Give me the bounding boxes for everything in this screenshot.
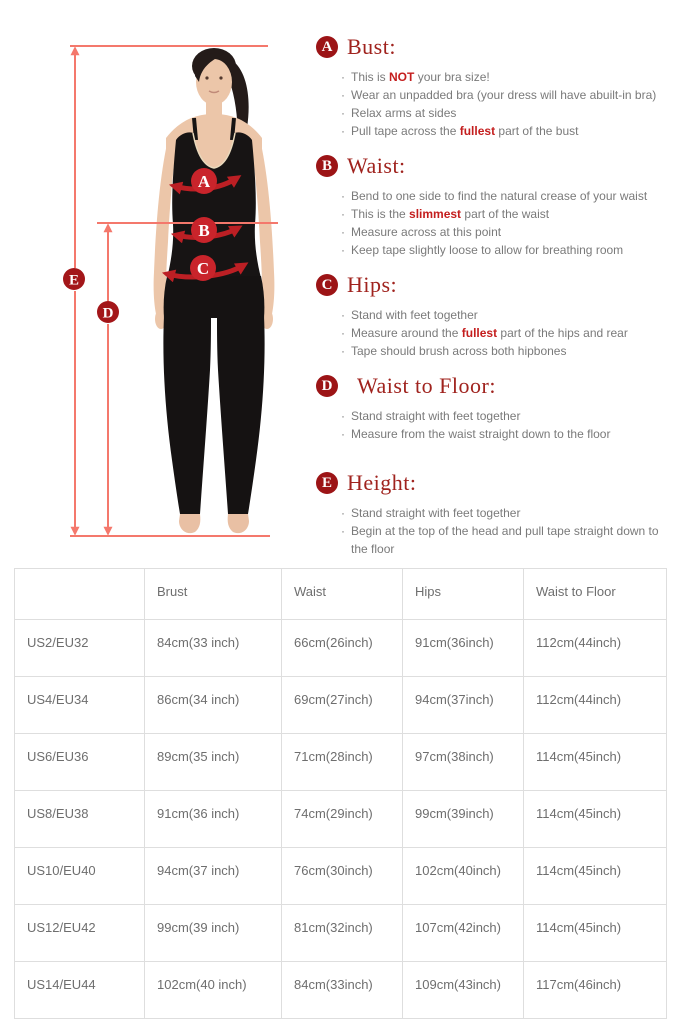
instruction-bullet xyxy=(341,504,674,522)
section-header xyxy=(316,272,674,298)
bullet-text: Stand with feet together xyxy=(351,308,478,322)
column-header-2: Waist xyxy=(282,569,403,620)
measurement-cell: 66cm(26inch) xyxy=(282,620,403,677)
measurement-cell: 102cm(40inch) xyxy=(403,848,524,905)
section-title: Waist: xyxy=(347,153,406,178)
size-label-cell: US10/EU40 xyxy=(15,848,145,905)
instruction-bullet xyxy=(341,425,674,443)
instruction-bullet xyxy=(341,187,674,205)
size-label-cell: US12/EU42 xyxy=(15,905,145,962)
instruction-bullet xyxy=(341,86,674,104)
size-label-cell: US2/EU32 xyxy=(15,620,145,677)
instruction-bullet xyxy=(341,205,674,223)
bullet-dot: · xyxy=(341,409,345,423)
section-header xyxy=(316,153,674,179)
left-foot xyxy=(179,514,200,533)
bullet-dot: · xyxy=(341,124,345,138)
bullet-dot: · xyxy=(341,106,345,120)
model-illustration xyxy=(154,48,275,533)
size-table-head xyxy=(15,569,667,620)
measurement-cell: 109cm(43inch) xyxy=(403,962,524,1019)
measurement-cell: 84cm(33 inch) xyxy=(145,620,282,677)
instruction-bullet xyxy=(341,241,674,259)
bullet-dot: · xyxy=(341,189,345,203)
column-header-3: Hips xyxy=(403,569,524,620)
right-foot xyxy=(228,514,249,533)
measurement-cell: 114cm(45inch) xyxy=(524,848,667,905)
measurement-cell: 86cm(34 inch) xyxy=(145,677,282,734)
right-leg xyxy=(217,316,265,514)
bullet-text: This is the slimmest part of the waist xyxy=(351,207,550,221)
instruction-bullet xyxy=(341,104,674,122)
instruction-section-b xyxy=(316,153,674,259)
measurement-cell: 114cm(45inch) xyxy=(524,905,667,962)
bullet-text: Relax arms at sides xyxy=(351,106,457,120)
hips xyxy=(164,276,265,318)
size-label-cell: US8/EU38 xyxy=(15,791,145,848)
column-header-0 xyxy=(15,569,145,620)
instruction-bullet xyxy=(341,407,674,425)
bullet-dot: · xyxy=(341,308,345,322)
measurement-cell: 69cm(27inch) xyxy=(282,677,403,734)
section-letter-badge: D xyxy=(316,375,338,397)
section-bullets xyxy=(341,187,674,259)
measurement-cell: 97cm(38inch) xyxy=(403,734,524,791)
bullet-dot: · xyxy=(341,225,345,239)
bullet-text: Measure from the waist straight down to the floor xyxy=(351,427,611,441)
instruction-section-a xyxy=(316,34,674,140)
section-letter-badge: B xyxy=(316,155,338,177)
measurement-cell: 102cm(40 inch) xyxy=(145,962,282,1019)
measurement-cell: 114cm(45inch) xyxy=(524,734,667,791)
instruction-bullet xyxy=(341,306,674,324)
measurement-cell: 71cm(28inch) xyxy=(282,734,403,791)
figure-svg xyxy=(30,28,330,558)
table-row xyxy=(15,962,667,1019)
section-header xyxy=(316,373,674,399)
section-title: Hips: xyxy=(347,272,398,297)
bullet-text: Measure around the fullest part of the hips and rear xyxy=(351,326,628,340)
section-title: Waist to Floor: xyxy=(357,373,496,398)
marker-b-letter: B xyxy=(198,221,210,241)
measurement-cell: 107cm(42inch) xyxy=(403,905,524,962)
bullet-text: Tape should brush across both hipbones xyxy=(351,344,567,358)
instruction-bullet xyxy=(341,522,674,558)
measurement-cell: 91cm(36 inch) xyxy=(145,791,282,848)
measurement-cell: 89cm(35 inch) xyxy=(145,734,282,791)
section-bullets xyxy=(341,68,674,140)
marker-c-letter: C xyxy=(196,259,210,279)
measurement-cell: 76cm(30inch) xyxy=(282,848,403,905)
section-bullets xyxy=(341,407,674,443)
section-header xyxy=(316,34,674,60)
bullet-text: Wear an unpadded bra (your dress will have abuilt-in bra) xyxy=(351,88,657,102)
bullet-text: Pull tape across the fullest part of the bust xyxy=(351,124,579,138)
emphasis-text: slimmest xyxy=(409,207,462,221)
column-header-1: Brust xyxy=(145,569,282,620)
measure-instructions xyxy=(316,34,674,571)
section-letter-badge: E xyxy=(316,472,338,494)
bullet-dot: · xyxy=(341,243,345,257)
column-header-4: Waist to Floor xyxy=(524,569,667,620)
section-title: Bust: xyxy=(347,34,396,59)
bullet-dot: · xyxy=(341,524,345,538)
size-label-cell: US14/EU44 xyxy=(15,962,145,1019)
size-table-body xyxy=(15,620,667,1019)
instruction-section-e xyxy=(316,470,674,558)
measurement-cell: 84cm(33inch) xyxy=(282,962,403,1019)
measurement-cell: 81cm(32inch) xyxy=(282,905,403,962)
size-label-cell: US4/EU34 xyxy=(15,677,145,734)
right-eye xyxy=(219,76,222,79)
measurement-figure xyxy=(30,28,330,558)
bullet-dot: · xyxy=(341,506,345,520)
measurement-cell: 99cm(39 inch) xyxy=(145,905,282,962)
measurement-cell: 94cm(37 inch) xyxy=(145,848,282,905)
bullet-dot: · xyxy=(341,344,345,358)
bullet-text: Bend to one side to find the natural crease of your waist xyxy=(351,189,648,203)
measurement-cell: 117cm(46inch) xyxy=(524,962,667,1019)
measurement-cell: 112cm(44inch) xyxy=(524,677,667,734)
left-leg xyxy=(163,316,211,514)
emphasis-text: NOT xyxy=(389,70,415,84)
section-bullets xyxy=(341,504,674,558)
bullet-dot: · xyxy=(341,88,345,102)
measurement-cell: 74cm(29inch) xyxy=(282,791,403,848)
marker-d-letter: D xyxy=(102,305,114,322)
measurement-cell: 91cm(36inch) xyxy=(403,620,524,677)
emphasis-text: fullest xyxy=(461,326,498,340)
instruction-bullet xyxy=(341,122,674,140)
bullet-dot: · xyxy=(341,326,345,340)
emphasis-text: fullest xyxy=(459,124,496,138)
section-title: Height: xyxy=(347,470,417,495)
bullet-text: Stand straight with feet together xyxy=(351,409,521,423)
section-letter-badge: A xyxy=(316,36,338,58)
measurement-cell: 99cm(39inch) xyxy=(403,791,524,848)
instruction-bullet xyxy=(341,324,674,342)
bullet-text: Measure across at this point xyxy=(351,225,502,239)
table-row xyxy=(15,677,667,734)
instruction-section-d xyxy=(316,373,674,443)
instruction-bullet xyxy=(341,342,674,360)
instruction-bullet xyxy=(341,68,674,86)
table-row xyxy=(15,905,667,962)
measurement-cell: 114cm(45inch) xyxy=(524,791,667,848)
bullet-text: Begin at the top of the head and pull tape straight down to the floor xyxy=(351,524,659,556)
left-eye xyxy=(205,76,208,79)
marker-e-letter: E xyxy=(68,272,80,289)
size-label-cell: US6/EU36 xyxy=(15,734,145,791)
table-row xyxy=(15,848,667,905)
section-bullets xyxy=(341,306,674,360)
section-letter-badge: C xyxy=(316,274,338,296)
bullet-dot: · xyxy=(341,427,345,441)
measurement-cell: 94cm(37inch) xyxy=(403,677,524,734)
measurement-cell: 112cm(44inch) xyxy=(524,620,667,677)
table-row xyxy=(15,791,667,848)
bullet-dot: · xyxy=(341,70,345,84)
table-header-row xyxy=(15,569,667,620)
instruction-section-c xyxy=(316,272,674,360)
section-header xyxy=(316,470,674,496)
bullet-text: This is NOT your bra size! xyxy=(351,70,490,84)
table-row xyxy=(15,620,667,677)
marker-a-letter: A xyxy=(197,172,211,192)
bullet-dot: · xyxy=(341,207,345,221)
size-chart-table xyxy=(14,568,667,1019)
table-row xyxy=(15,734,667,791)
bullet-text: Stand straight with feet together xyxy=(351,506,521,520)
instruction-bullet xyxy=(341,223,674,241)
bullet-text: Keep tape slightly loose to allow for breathing room xyxy=(351,243,624,257)
